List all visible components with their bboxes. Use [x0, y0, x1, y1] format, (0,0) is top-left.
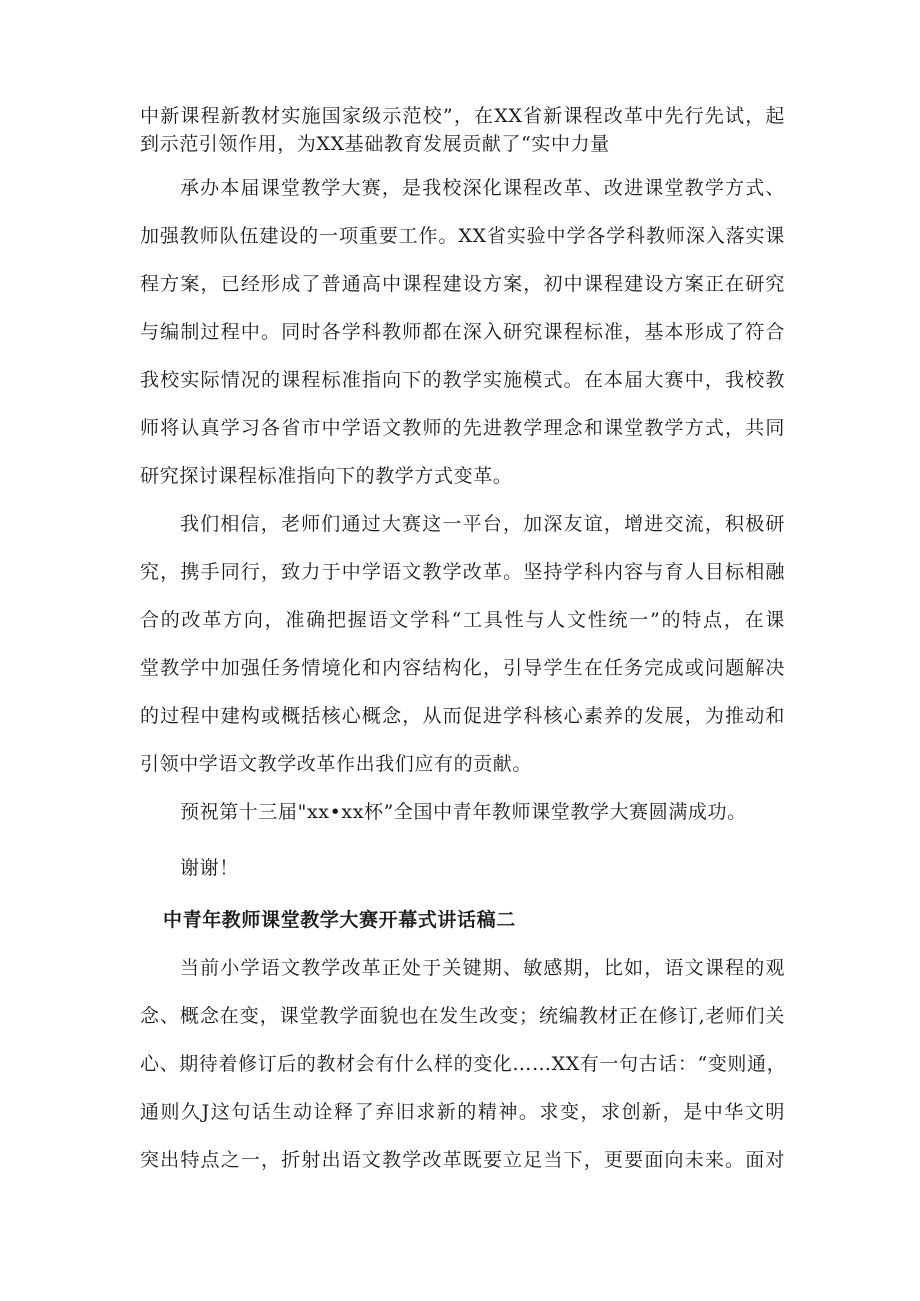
text-line: 堂教学中加强任务情境化和内容结构化，引导学生在任务完成或问题解决: [140, 657, 785, 679]
text-line: 到示范引领作用，为XX基础教育发展贡献了“实中力量: [140, 133, 610, 155]
text-line: 谢谢！: [180, 857, 239, 879]
text-line: 中新课程新教材实施国家级示范校”，在XX省新课程改革中先行先试，起: [140, 105, 785, 127]
text-line: 通则久J这句话生动诠释了弃旧求新的精神。求变，求创新，是中华文明: [140, 1101, 785, 1123]
text-line: 我们相信，老师们通过大赛这一平台，加深友谊，增进交流，积极研: [180, 513, 785, 535]
text-line: 与编制过程中。同时各学科教师都在深入研究课程标准，基本形成了符合: [140, 321, 785, 343]
text-line: 念、概念在变，课堂教学面貌也在发生改变；统编教材正在修订,老师们关: [140, 1005, 785, 1027]
text-line: 突出特点之一，折射出语文教学改革既要立足当下，更要面向未来。面对: [140, 1149, 785, 1171]
text-line: 加强教师队伍建设的一项重要工作。XX省实验中学各学科教师深入落实课: [140, 225, 785, 247]
text-line: 程方案，已经形成了普通高中课程建设方案，初中课程建设方案正在研究: [140, 273, 785, 295]
section-heading: 中青年教师课堂教学大赛开幕式讲话稿二: [163, 909, 516, 931]
text-line: 师将认真学习各省市中学语文教师的先进教学理念和课堂教学方式，共同: [140, 417, 785, 439]
text-line: 当前小学语文教学改革正处于关键期、敏感期，比如，语文课程的观: [180, 957, 785, 979]
text-line: 心、期待着修订后的教材会有什么样的变化……XX有一句古话：“变则通，: [140, 1053, 787, 1075]
text-line: 我校实际情况的课程标准指向下的教学实施模式。在本届大赛中，我校教: [140, 369, 785, 391]
text-line: 承办本届课堂教学大赛，是我校深化课程改革、改进课堂教学方式、: [180, 177, 785, 199]
text-line: 的过程中建构或概括核心概念，从而促进学科核心素养的发展，为推动和: [140, 705, 785, 727]
text-line: 预祝第十三届"xx•xx杯”全国中青年教师课堂教学大赛圆满成功。: [180, 801, 747, 823]
text-line: 研究探讨课程标准指向下的教学方式变革。: [140, 465, 513, 487]
text-line: 究，携手同行，致力于中学语文教学改革。坚持学科内容与育人目标相融: [140, 561, 785, 583]
text-line: 引领中学语文教学改革作出我们应有的贡献。: [140, 753, 533, 775]
text-line: 合的改革方向，准确把握语文学科“工具性与人文性统一”的特点，在课: [140, 609, 785, 631]
